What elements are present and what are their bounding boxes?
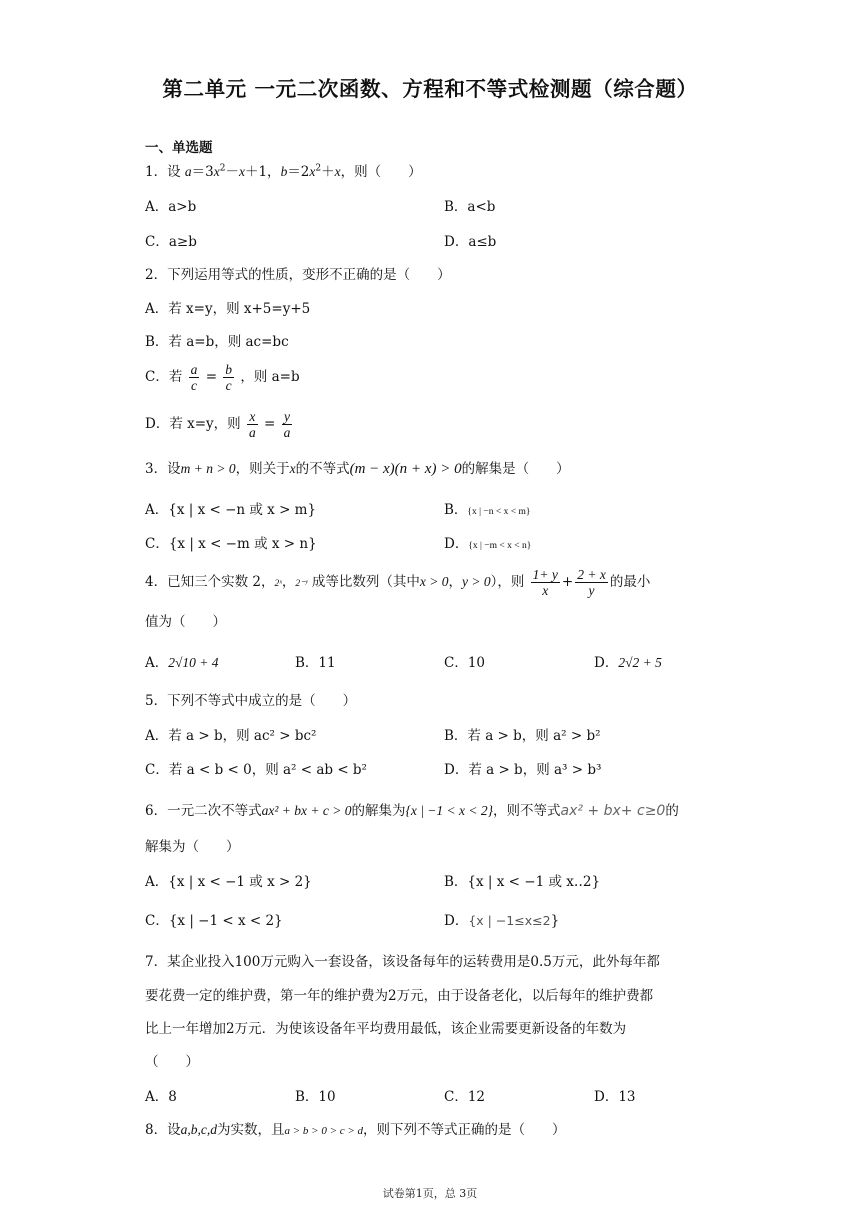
- q4-term-2: 2⁻ʸ: [295, 579, 308, 589]
- q7-line-2: 要花费一定的维护费，第一年的维护费为2万元，由于设备老化，以后每年的维护费都: [145, 988, 654, 1004]
- q4-stem: 4．已知三个实数 2，2ˣ，2⁻ʸ 成等比数列（其中x > 0，y > 0），则 $\frac{1+ y}{x}$ + $\frac{2 + x}{y}$ 的最小: [145, 567, 651, 598]
- q3-condition: m + n > 0: [180, 461, 236, 476]
- q6-inequality-image: ax² + bx+ c≥0: [560, 803, 666, 819]
- q2-d-frac-left: $\frac{x}{a}$: [248, 409, 256, 440]
- q6-inequality: ax² + bx + c > 0: [261, 803, 352, 818]
- q7-option-b: B．10: [295, 1089, 336, 1105]
- q5-stem: 5．下列不等式中成立的是（ ）: [145, 693, 357, 709]
- q2-option-c: C．若 $\frac{a}{c}$ = $\frac{b}{c}$ ，则 a=b: [145, 362, 300, 393]
- q3-option-d-set: {x | −m < x < n}: [468, 541, 532, 551]
- q1-option-c: C．a≥b: [145, 234, 197, 250]
- q6-option-a: A．{x | x < −1 或 x > 2}: [145, 874, 312, 890]
- q1-option-d: D．a≤b: [444, 234, 497, 250]
- q5-option-a: A．若 a > b，则 ac² > bc²: [145, 728, 317, 744]
- q4-option-c: C．10: [444, 655, 486, 671]
- q2-c-frac-left: $\frac{a}{c}$: [190, 362, 198, 393]
- page-footer: 试卷第1页，总 3页: [382, 1187, 478, 1200]
- q3-option-c: C．{x | x < −m 或 x > n}: [145, 536, 317, 552]
- q7-option-d: D．13: [594, 1089, 636, 1105]
- q2-d-prefix: D．若 x=y，则: [145, 416, 241, 432]
- q3-inequality: (m − x)(n + x) > 0: [349, 461, 462, 477]
- q4-option-a-value: 2√10 + 4: [168, 655, 219, 670]
- q4-option-b: B．11: [295, 655, 336, 671]
- q6-solution-set: {x | −1 < x < 2}: [405, 803, 494, 818]
- q3-option-d: D．{x | −m < x < n}: [444, 536, 532, 552]
- q4-term-1: 2ˣ: [274, 579, 282, 589]
- q4-frac-2: $\frac{2 + x}{y}$: [577, 567, 606, 598]
- q8-condition: a > b > 0 > c > d: [284, 1125, 364, 1137]
- q2-c-prefix: C．若: [145, 369, 183, 385]
- q2-option-d: D．若 x=y，则 $\frac{x}{a}$ = $\frac{y}{a}$: [145, 409, 291, 440]
- q5-option-d: D．若 a > b，则 a³ > b³: [444, 762, 602, 778]
- q6-stem-line2: 解集为（ ）: [145, 839, 240, 855]
- q6-option-b: B．{x | x < −1 或 x‥2}: [444, 874, 601, 890]
- q2-c-frac-right: $\frac{b}{c}$: [225, 362, 233, 393]
- q4-stem-line2: 值为（ ）: [145, 614, 226, 630]
- q1-stem: 1．设 $a=3x^2-x+1$，$b=2x^2+x$，则（ ）: [145, 163, 422, 180]
- q2-option-b: B．若 a=b，则 ac=bc: [145, 334, 289, 350]
- q6-option-d: D．{x | −1≤x≤2}: [444, 913, 560, 929]
- q6-option-c: C．{x | −1 < x < 2}: [145, 913, 283, 929]
- q8-stem: 8．设a,b,c,d为实数，且a > b > 0 > c > d，则下列不等式正确的是（ ）: [145, 1122, 566, 1138]
- q3-option-b-set: {x | −n < x < m}: [467, 507, 531, 517]
- q6-option-d-image: {x | −1≤x≤2: [468, 913, 551, 928]
- q2-c-suffix: ，则 a=b: [240, 369, 300, 385]
- q2-option-a: A．若 x=y，则 x+5=y+5: [145, 301, 311, 317]
- q2-d-frac-right: $\frac{y}{a}$: [283, 409, 291, 440]
- q3-option-b: B．{x | −n < x < m}: [444, 502, 531, 518]
- page-title: 第二单元 一元二次函数、方程和不等式检测题（综合题）: [162, 77, 698, 101]
- q6-stem: 6．一元二次不等式ax² + bx + c > 0的解集为{x | −1 < x < 2}，则不等式ax² + bx+ c≥0的: [145, 803, 679, 819]
- q2-stem: 2．下列运用等式的性质，变形不正确的是（ ）: [145, 267, 451, 283]
- q1-option-a: A．a>b: [145, 199, 197, 215]
- q4-option-d: D．2√2 + 5: [594, 655, 662, 671]
- q7-line-3: 比上一年增加2万元．为使该设备年平均费用最低，该企业需要更新设备的年数为: [145, 1021, 627, 1037]
- q7-line-1: 7．某企业投入100万元购入一套设备，该设备每年的运转费用是0.5万元，此外每年都: [145, 954, 660, 970]
- section-heading: 一、单选题: [145, 140, 213, 156]
- q4-option-a: A．2√10 + 4: [145, 655, 219, 671]
- q5-option-c: C．若 a < b < 0，则 a² < ab < b²: [145, 762, 367, 778]
- q7-line-4: （ ）: [145, 1054, 199, 1070]
- q3-option-a: A．{x | x < −n 或 x > m}: [145, 502, 317, 518]
- q4-frac-1: $\frac{1+ y}{x}$: [532, 567, 558, 598]
- q5-option-b: B．若 a > b，则 a² > b²: [444, 728, 601, 744]
- q7-option-a: A．8: [145, 1089, 177, 1105]
- q4-option-d-value: 2√2 + 5: [618, 655, 662, 670]
- q3-stem: 3．设m + n > 0，则关于x的不等式(m − x)(n + x) > 0的解集是（ ）: [145, 461, 570, 477]
- q1-option-b: B．a<b: [444, 199, 496, 215]
- q7-option-c: C．12: [444, 1089, 486, 1105]
